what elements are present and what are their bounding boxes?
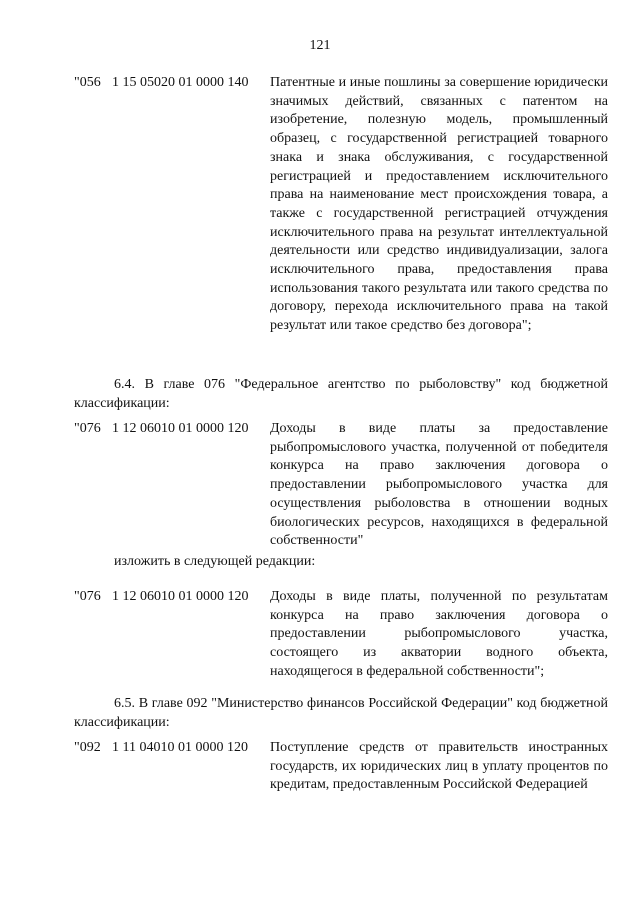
classification-entry-056 (74, 74, 608, 336)
classification-entry-076-new (74, 588, 608, 682)
entry-code: "076 (74, 589, 101, 604)
edit-instruction: изложить в следующей редакции: (114, 554, 316, 569)
paragraph-6-4: 6.4. В главе 076 "Федеральное агентство по рыболовству" код бюджетной классификации: (74, 377, 608, 411)
entry-kbk: 1 12 06010 01 0000 120 (112, 589, 249, 604)
entry-description: Доходы в виде платы, полученной по результатам конкурса на право заключения договора о предоставлении рыбопромыслового участка, состоящего из акватории водного объекта, находящегося в федеральной собственности"; (270, 589, 608, 679)
entry-code: "076 (74, 421, 101, 436)
entry-code: "056 (74, 75, 101, 90)
classification-entry-076-old (74, 420, 608, 551)
paragraph-6-5: 6.5. В главе 092 "Министерство финансов Российской Федерации" код бюджетной классификации: (74, 696, 608, 730)
entry-kbk: 1 12 06010 01 0000 120 (112, 421, 249, 436)
entry-description: Доходы в виде платы за предоставление рыбопромыслового участка, полученной от победителя конкурса на право заключения договора о предоставлении рыбопромыслового участка для осуществления рыболовства в отношении водных биологических ресурсов, находящихся в федеральной собственности" (270, 421, 608, 549)
entry-kbk: 1 11 04010 01 0000 120 (112, 740, 248, 755)
entry-kbk: 1 15 05020 01 0000 140 (112, 75, 249, 90)
page-number: 121 (309, 38, 331, 53)
entry-description: Поступление средств от правительств иностранных государств, их юридических лиц в уплату процентов по кредитам, предоставленным Российской Федерацией (270, 740, 608, 793)
entry-description: Патентные и иные пошлины за совершение юридически значимых действий, связанных с патентом на изобретение, полезную модель, промышленный образец, с государственной регистрацией товарного знака и знака обслуживания, с государственной регистрацией и предоставлением исключительного права на наименование мест происхождения товара, а также с государственной регистрацией отчуждения исключительного права на результат интеллектуальной деятельности или средство индивидуализации, залога исключительного права, предоставления права использования такого результата или такого средства по договору, перехода исключительного права на такой результат или такое средство без договора"; (270, 75, 608, 334)
classification-entry-092 (74, 739, 608, 795)
entry-code: "092 (74, 740, 101, 755)
